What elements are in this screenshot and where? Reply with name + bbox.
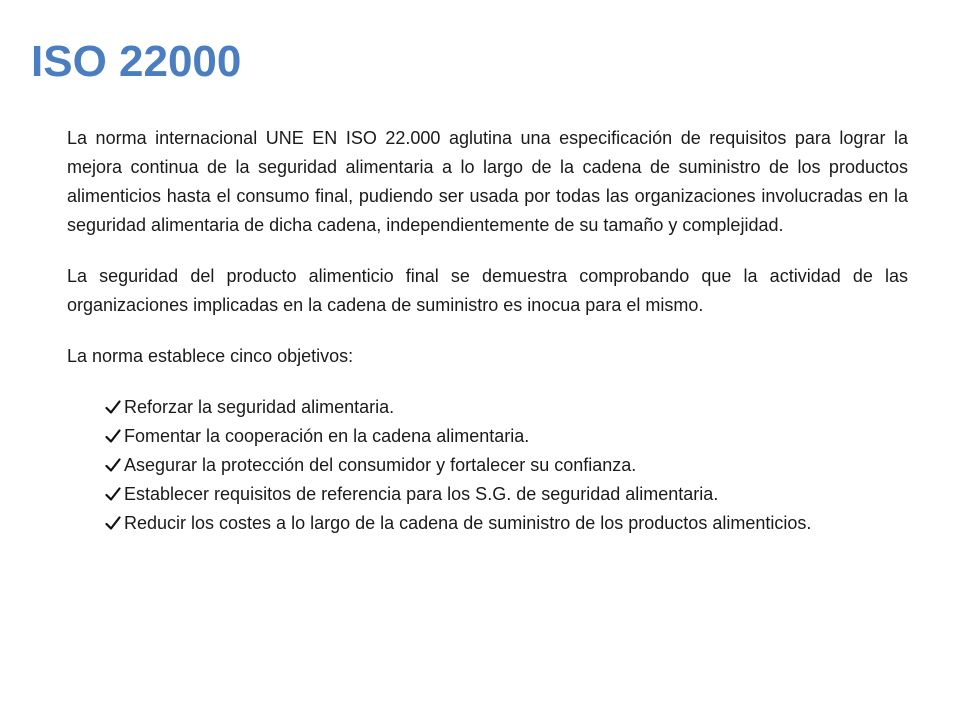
slide-title: ISO 22000 xyxy=(31,37,242,86)
objective-item xyxy=(105,480,908,509)
checkmark-icon xyxy=(105,399,121,415)
objectives-intro: La norma establece cinco objetivos: xyxy=(67,346,354,366)
objective-item xyxy=(105,393,908,422)
checkmark-icon xyxy=(105,457,121,473)
slide-body xyxy=(67,124,908,538)
checkmark-icon xyxy=(105,428,121,444)
paragraph-safety: La seguridad del producto alimenticio final se demuestra comprobando que la actividad de las organizaciones implicadas en la cadena de suministro es inocua para el mismo. xyxy=(67,266,908,315)
objective-text: Reducir los costes a lo largo de la cadena de suministro de los productos alimenticios. xyxy=(124,513,812,533)
objective-text: Reforzar la seguridad alimentaria. xyxy=(124,397,395,417)
objective-text: Establecer requisitos de referencia para los S.G. de seguridad alimentaria. xyxy=(124,484,719,504)
objective-item xyxy=(105,451,908,480)
checkmark-icon xyxy=(105,515,121,531)
checkmark-icon xyxy=(105,486,121,502)
objective-text: Asegurar la protección del consumidor y fortalecer su confianza. xyxy=(124,455,637,475)
objective-text: Fomentar la cooperación en la cadena alimentaria. xyxy=(124,426,530,446)
objectives-list xyxy=(67,393,908,538)
objective-item xyxy=(105,509,908,538)
objective-item xyxy=(105,422,908,451)
paragraph-definition: La norma internacional UNE EN ISO 22.000 aglutina una especificación de requisitos para lograr la mejora continua de la seguridad alimentaria a lo largo de la cadena de suministro de los productos alimenticios hasta el consumo final, pudiendo ser usada por todas las organizaciones involucradas en la seguridad alimentaria de dicha cadena, independientemente de su tamaño y complejidad. xyxy=(67,128,908,235)
